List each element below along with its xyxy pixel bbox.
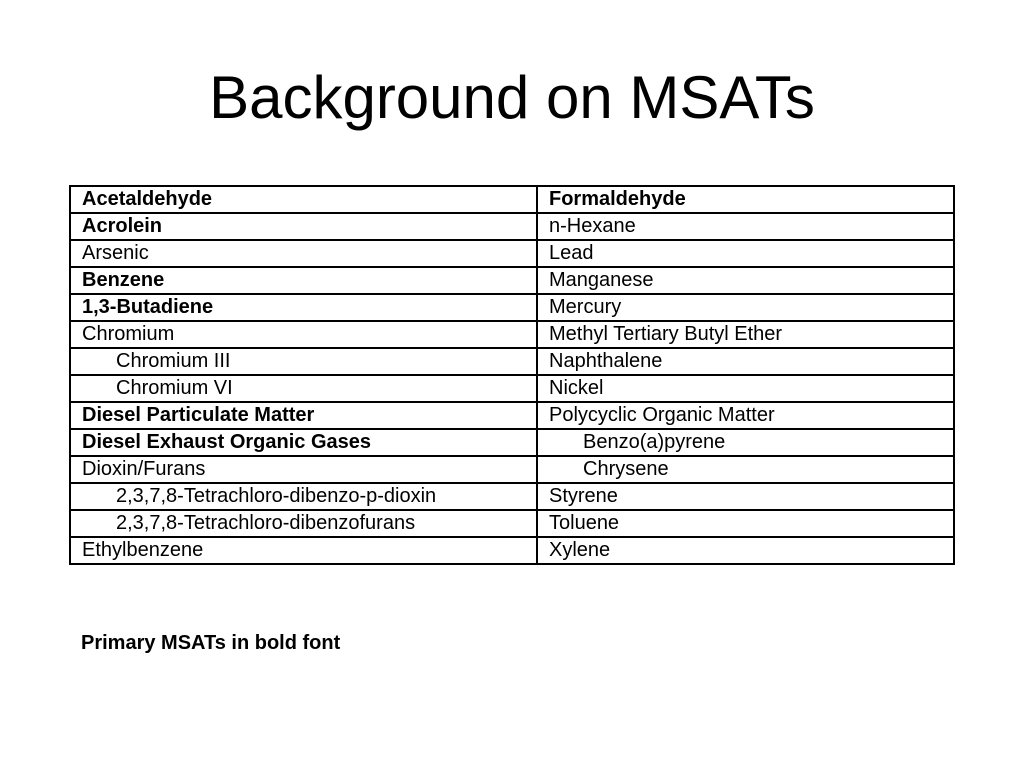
table-row <box>70 510 954 537</box>
table-cell-left: Diesel Exhaust Organic Gases <box>70 429 537 456</box>
table-cell-left: Diesel Particulate Matter <box>70 402 537 429</box>
table-cell-left: Benzene <box>70 267 537 294</box>
table-row <box>70 240 954 267</box>
msat-table <box>69 185 955 565</box>
table-cell-left: Chromium <box>70 321 537 348</box>
table-cell-right: Polycyclic Organic Matter <box>537 402 954 429</box>
table-row <box>70 267 954 294</box>
table-row <box>70 483 954 510</box>
table-row <box>70 186 954 213</box>
table-cell-left: 2,3,7,8-Tetrachloro-dibenzo-p-dioxin <box>70 483 537 510</box>
table-cell-right: Toluene <box>537 510 954 537</box>
table-cell-left: Arsenic <box>70 240 537 267</box>
table-cell-right: Styrene <box>537 483 954 510</box>
table-cell-right: Mercury <box>537 294 954 321</box>
bold-font-footnote: Primary MSATs in bold font <box>81 632 341 654</box>
table-row <box>70 321 954 348</box>
table-cell-left: Acetaldehyde <box>70 186 537 213</box>
table-cell-left: 2,3,7,8-Tetrachloro-dibenzofurans <box>70 510 537 537</box>
table-row <box>70 294 954 321</box>
table-cell-right: Benzo(a)pyrene <box>537 429 954 456</box>
table-row <box>70 429 954 456</box>
table-cell-right: Lead <box>537 240 954 267</box>
table-cell-right: Methyl Tertiary Butyl Ether <box>537 321 954 348</box>
table-row <box>70 456 954 483</box>
table-cell-right: Nickel <box>537 375 954 402</box>
table-cell-left: 1,3-Butadiene <box>70 294 537 321</box>
table-cell-right: Manganese <box>537 267 954 294</box>
table-cell-right: Chrysene <box>537 456 954 483</box>
table-cell-right: n-Hexane <box>537 213 954 240</box>
table-row <box>70 348 954 375</box>
table-cell-left: Chromium III <box>70 348 537 375</box>
table-row <box>70 537 954 564</box>
msat-table-body <box>70 186 954 564</box>
table-cell-left: Acrolein <box>70 213 537 240</box>
slide-title: Background on MSATs <box>209 64 815 131</box>
table-cell-right: Naphthalene <box>537 348 954 375</box>
table-cell-right: Formaldehyde <box>537 186 954 213</box>
table-row <box>70 402 954 429</box>
table-cell-right: Xylene <box>537 537 954 564</box>
table-cell-left: Chromium VI <box>70 375 537 402</box>
table-row <box>70 213 954 240</box>
table-cell-left: Ethylbenzene <box>70 537 537 564</box>
table-row <box>70 375 954 402</box>
table-cell-left: Dioxin/Furans <box>70 456 537 483</box>
